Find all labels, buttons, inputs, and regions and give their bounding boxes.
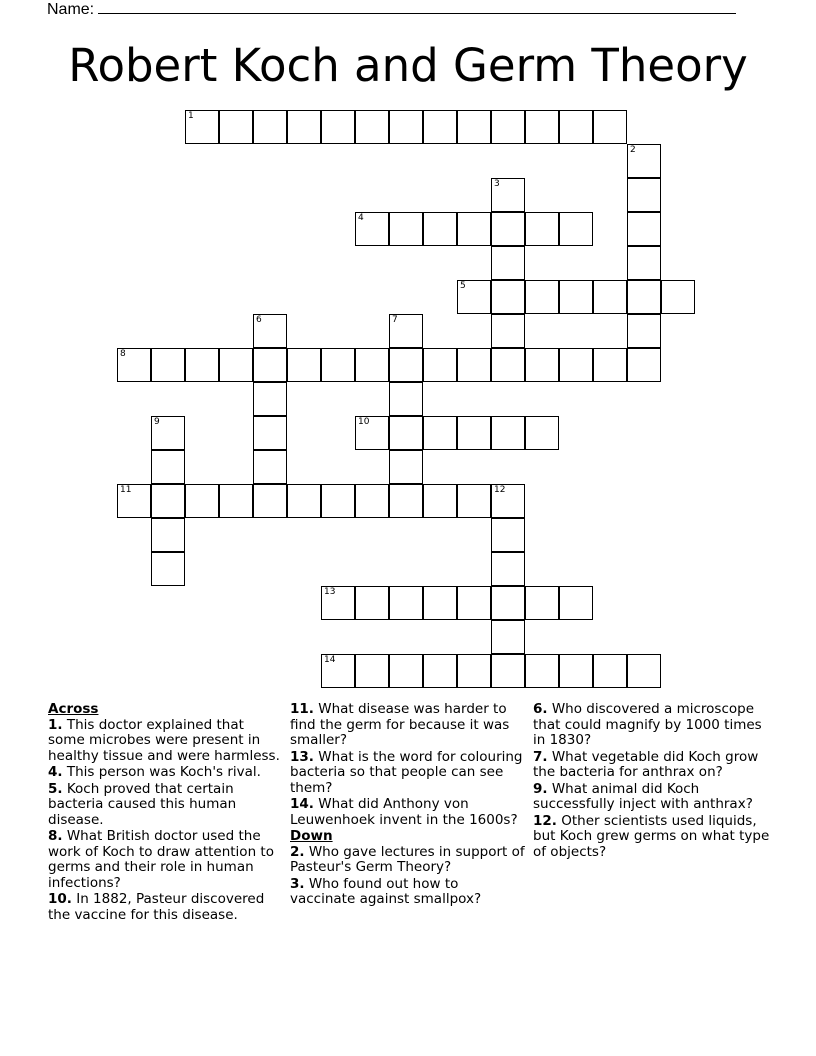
grid-cell[interactable] (627, 348, 661, 382)
clue-across-4: 4. This person was Koch's rival. (48, 764, 261, 780)
clue-down-7: 7. What vegetable did Koch grow the bacteria for anthrax on? (533, 748, 759, 780)
across-heading: Across (48, 701, 99, 717)
clue-column-3 (533, 702, 773, 861)
grid-cell[interactable] (389, 314, 423, 348)
grid-cell[interactable] (253, 484, 287, 518)
grid-cell[interactable] (423, 484, 457, 518)
grid-cell[interactable] (287, 110, 321, 144)
grid-cell[interactable] (559, 212, 593, 246)
grid-cell[interactable] (627, 212, 661, 246)
grid-cell[interactable] (525, 416, 559, 450)
grid-cell[interactable] (491, 280, 525, 314)
clue-across-13: 13. What is the word for colouring bacteria so that people can see them? (290, 748, 523, 796)
grid-cell[interactable] (355, 654, 389, 688)
grid-cell[interactable] (491, 212, 525, 246)
clue-across-1: 1. This doctor explained that some microbes were present in healthy tissue and were harmless. (48, 716, 280, 764)
clue-number: 8 (120, 349, 126, 359)
grid-cell[interactable] (491, 620, 525, 654)
grid-cell[interactable] (457, 484, 491, 518)
grid-cell[interactable] (151, 348, 185, 382)
clue-column-2 (290, 702, 526, 909)
grid-cell[interactable] (559, 348, 593, 382)
grid-cell[interactable] (627, 654, 661, 688)
clue-number: 7 (392, 315, 398, 325)
grid-cell[interactable] (457, 586, 491, 620)
clue-down-12: 12. Other scientists used liquids, but Koch grew germs on what type of objects? (533, 812, 770, 860)
grid-cell[interactable] (491, 178, 525, 212)
grid-cell[interactable] (253, 314, 287, 348)
grid-cell[interactable] (151, 552, 185, 586)
grid-cell[interactable] (287, 484, 321, 518)
clue-number: 11 (120, 485, 132, 495)
grid-cell[interactable] (661, 280, 695, 314)
page-title: Robert Koch and Germ Theory (68, 39, 748, 92)
grid-cell[interactable] (491, 654, 525, 688)
grid-cell[interactable] (389, 416, 423, 450)
grid-cell[interactable] (253, 450, 287, 484)
grid-cell[interactable] (491, 484, 525, 518)
grid-cell[interactable] (151, 416, 185, 450)
grid-cell[interactable] (151, 484, 185, 518)
grid-cell[interactable] (253, 416, 287, 450)
grid-cell[interactable] (355, 212, 389, 246)
grid-cell[interactable] (423, 212, 457, 246)
grid-cell[interactable] (491, 518, 525, 552)
grid-cell[interactable] (117, 484, 151, 518)
grid-cell[interactable] (559, 654, 593, 688)
grid-cell[interactable] (355, 586, 389, 620)
grid-cell[interactable] (151, 518, 185, 552)
clue-number: 4 (358, 213, 364, 223)
grid-cell[interactable] (627, 314, 661, 348)
grid-cell[interactable] (491, 552, 525, 586)
grid-cell[interactable] (389, 382, 423, 416)
grid-cell[interactable] (389, 654, 423, 688)
grid-cell[interactable] (389, 212, 423, 246)
clue-down-2: 2. Who gave lectures in support of Pasteur's Germ Theory? (290, 843, 525, 875)
grid-cell[interactable] (355, 110, 389, 144)
grid-cell[interactable] (559, 586, 593, 620)
clue-number: 5 (460, 281, 466, 291)
clue-across-8: 8. What British doctor used the work of Koch to draw attention to germs and their role in human infections? (48, 828, 274, 891)
clue-number: 6 (256, 315, 262, 325)
grid-cell[interactable] (389, 110, 423, 144)
grid-cell[interactable] (627, 144, 661, 178)
grid-cell[interactable] (423, 110, 457, 144)
grid-cell[interactable] (389, 586, 423, 620)
grid-cell[interactable] (627, 246, 661, 280)
down-heading: Down (290, 828, 333, 844)
clue-across-14: 14. What did Anthony von Leuwenhoek invent in the 1600s? (290, 796, 518, 828)
grid-cell[interactable] (593, 654, 627, 688)
grid-cell[interactable] (423, 348, 457, 382)
clue-number: 2 (630, 145, 636, 155)
grid-cell[interactable] (525, 654, 559, 688)
grid-cell[interactable] (423, 586, 457, 620)
grid-cell[interactable] (627, 178, 661, 212)
name-label: Name: (47, 1, 95, 18)
grid-cell[interactable] (253, 348, 287, 382)
grid-cell[interactable] (525, 110, 559, 144)
clue-number: 14 (324, 655, 336, 665)
clue-number: 12 (494, 485, 506, 495)
clue-across-5: 5. Koch proved that certain bacteria caused this human disease. (48, 780, 237, 828)
clue-down-3: 3. Who found out how to vaccinate against smallpox? (290, 875, 482, 907)
grid-cell[interactable] (355, 416, 389, 450)
grid-cell[interactable] (219, 110, 253, 144)
grid-cell[interactable] (525, 348, 559, 382)
clue-across-10: 10. In 1882, Pasteur discovered the vaccine for this disease. (48, 891, 265, 923)
grid-cell[interactable] (219, 484, 253, 518)
grid-cell[interactable] (559, 110, 593, 144)
clue-number: 1 (188, 111, 194, 121)
grid-cell[interactable] (185, 484, 219, 518)
clue-down-9: 9. What animal did Koch successfully inject with anthrax? (533, 780, 753, 812)
grid-cell[interactable] (423, 654, 457, 688)
grid-cell[interactable] (525, 280, 559, 314)
grid-cell[interactable] (389, 450, 423, 484)
clue-number: 10 (358, 417, 370, 427)
grid-cell[interactable] (355, 484, 389, 518)
grid-cell[interactable] (593, 110, 627, 144)
grid-cell[interactable] (219, 348, 253, 382)
grid-cell[interactable] (457, 416, 491, 450)
grid-cell[interactable] (627, 280, 661, 314)
grid-cell[interactable] (525, 212, 559, 246)
grid-cell[interactable] (253, 382, 287, 416)
grid-cell[interactable] (321, 348, 355, 382)
grid-cell[interactable] (491, 348, 525, 382)
grid-cell[interactable] (321, 586, 355, 620)
clue-number: 9 (154, 417, 160, 427)
grid-cell[interactable] (457, 654, 491, 688)
grid-cell[interactable] (185, 110, 219, 144)
clue-number: 3 (494, 179, 500, 189)
grid-cell[interactable] (491, 586, 525, 620)
grid-cell[interactable] (593, 280, 627, 314)
clue-across-11: 11. What disease was harder to find the germ for because it was smaller? (290, 701, 510, 748)
grid-cell[interactable] (287, 348, 321, 382)
grid-cell[interactable] (457, 348, 491, 382)
grid-cell[interactable] (457, 212, 491, 246)
grid-cell[interactable] (457, 280, 491, 314)
grid-cell[interactable] (151, 450, 185, 484)
grid-cell[interactable] (321, 654, 355, 688)
grid-cell[interactable] (423, 416, 457, 450)
grid-cell[interactable] (491, 246, 525, 280)
grid-cell[interactable] (321, 110, 355, 144)
grid-cell[interactable] (593, 348, 627, 382)
grid-cell[interactable] (389, 348, 423, 382)
clue-down-6: 6. Who discovered a microscope that could magnify by 1000 times in 1830? (533, 701, 762, 748)
grid-cell[interactable] (253, 110, 287, 144)
grid-cell[interactable] (389, 484, 423, 518)
grid-cell[interactable] (355, 348, 389, 382)
grid-cell[interactable] (457, 110, 491, 144)
grid-cell[interactable] (117, 348, 151, 382)
grid-cell[interactable] (559, 280, 593, 314)
clue-column-1 (48, 702, 280, 924)
grid-cell[interactable] (185, 348, 219, 382)
grid-cell[interactable] (491, 110, 525, 144)
clue-number: 13 (324, 587, 336, 597)
grid-cell[interactable] (525, 586, 559, 620)
grid-cell[interactable] (321, 484, 355, 518)
grid-cell[interactable] (491, 416, 525, 450)
grid-cell[interactable] (491, 314, 525, 348)
